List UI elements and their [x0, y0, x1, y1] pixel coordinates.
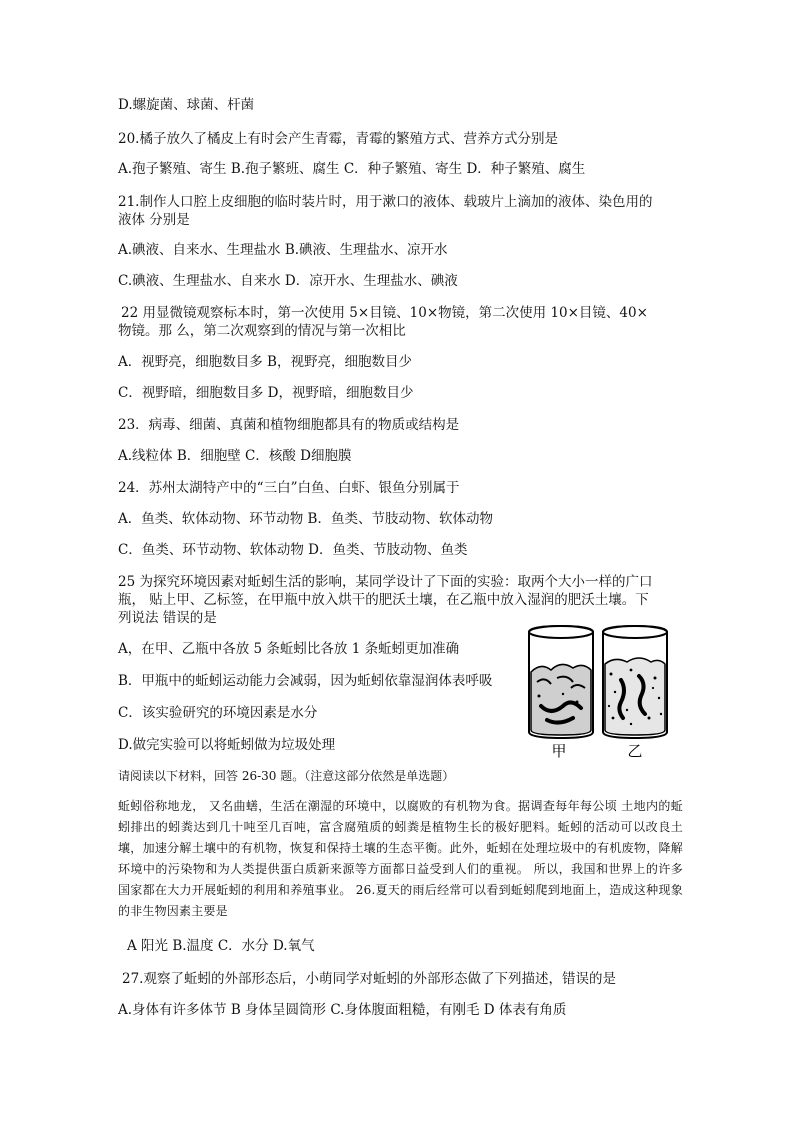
q25-option-d: D.做完实验可以将蚯蚓做为垃圾处理 [118, 737, 336, 753]
q24-stem: 24．苏州太湖特产中的“三白”白鱼、白虾、银鱼分别属于 [118, 480, 460, 496]
q26-options: A 阳光 B.温度 C．水分 D.氧气 [127, 938, 315, 954]
jar-jia-label: 甲 [551, 742, 567, 760]
q22-options-ab: A．视野亮，细胞数目多 B，视野亮，细胞数目少 [118, 354, 412, 370]
q23-options: A.线粒体 B．细胞壁 C．核酸 D细胞膜 [118, 448, 352, 464]
q20-options: A.孢子繁殖、寄生 B.孢子繁班、腐生 C．种子繁殖、寄生 D．种子繁殖、腐生 [118, 161, 586, 177]
q20-stem: 20.橘子放久了橘皮上有时会产生青霉，青霉的繁殖方式、营养方式分别是 [118, 131, 558, 147]
q21-stem-line1: 21.制作人口腔上皮细胞的临时装片时，用于漱口的液体、载玻片上滴加的液体、染色用的 [118, 194, 653, 210]
reading-material-paragraph: 蚯蚓俗称地龙， 又名曲蟮，生活在潮湿的环境中，以腐败的有机物为食。据调查每年每公顷 土地内的蚯蚓排出的蚓粪达到几十吨至几百吨，富含腐殖质的蚓粪是植物生长的极好肥料。蚯蚓的活动可以改良土壤，加速分解土壤中的有机物，恢复和保持土壤的生态平衡。此外，蚯蚓在处理垃圾中的有机废物，降解环境中的污染物和为人类提供蛋白质新来源等方面都日益受到人们的重视。 所以，我国和世界上的许多国家都在大力开展蚯蚓的利用和养殖事业。 26.夏天的雨后经常可以看到蚯蚓爬到地面上，造成这种现象的非生物因素主要是 [118, 799, 683, 918]
q21-options-ab: A.碘液、自来水、生理盐水 B.碘液、生理盐水、凉开水 [118, 242, 448, 258]
q25-stem-line2: 瓶， 贴上甲、乙标签，在甲瓶中放入烘干的肥沃土壤，在乙瓶中放入湿润的肥沃土壤。下 [118, 592, 649, 608]
jar-yi-label: 乙 [627, 742, 643, 760]
q27-options: A.身体有许多体节 B 身体呈圆筒形 C.身体腹面粗糙，有刚毛 D 体表有角质 [118, 1002, 567, 1018]
q22-stem-line2: 物镜。那 么，第二次观察到的情况与第一次相比 [118, 323, 406, 339]
q24-options-cd: C．鱼类、环节动物、软体动物 D．鱼类、节肢动物、鱼类 [118, 542, 468, 558]
q27-stem: 27.观察了蚯蚓的外部形态后，小萌同学对蚯蚓的外部形态做了下列描述，错误的是 [122, 971, 616, 987]
jar-jia [529, 626, 593, 738]
q25-stem-line3: 列说法 错误的是 [118, 610, 217, 626]
q25-option-b: B．甲瓶中的蚯蚓运动能力会减弱，因为蚯蚓依靠湿润体表呼吸 [118, 673, 493, 689]
q25-stem-line1: 25 为探究环境因素对蚯蚓生活的影响，某同学设计了下面的实验：取两个大小一样的广口 [118, 574, 653, 590]
reading-instruction: 请阅读以下材料，回答 26-30 题。（注意这部分依然是单选题） [118, 769, 455, 783]
q23-stem: 23．病毒、细菌、真菌和植物细胞都具有的物质或结构是 [118, 417, 460, 433]
q25-option-c: C．该实验研究的环境因素是水分 [118, 705, 318, 721]
q22-stem-line1: 22 用显微镜观察标本时，第一次使用 5×目镜、10×物镜，第二次使用 10×目镜、40× [121, 305, 648, 321]
q21-stem-line2: 液体 分别是 [118, 212, 190, 228]
q25-option-a: A，在甲、乙瓶中各放 5 条蚯蚓比各放 1 条蚯蚓更加准确 [118, 641, 460, 657]
q21-options-cd: C.碘液、生理盐水、自来水 D．凉开水、生理盐水、碘液 [118, 273, 458, 289]
earthworm-jars-figure [523, 622, 673, 762]
q24-options-ab: A．鱼类、软体动物、环节动物 B．鱼类、节肢动物、软体动物 [118, 511, 493, 527]
jar-yi [603, 626, 667, 738]
q22-options-cd: C．视野暗，细胞数目多 D，视野暗，细胞数目少 [118, 385, 414, 401]
q19-option-d: D.螺旋菌、球菌、杆菌 [118, 97, 255, 113]
